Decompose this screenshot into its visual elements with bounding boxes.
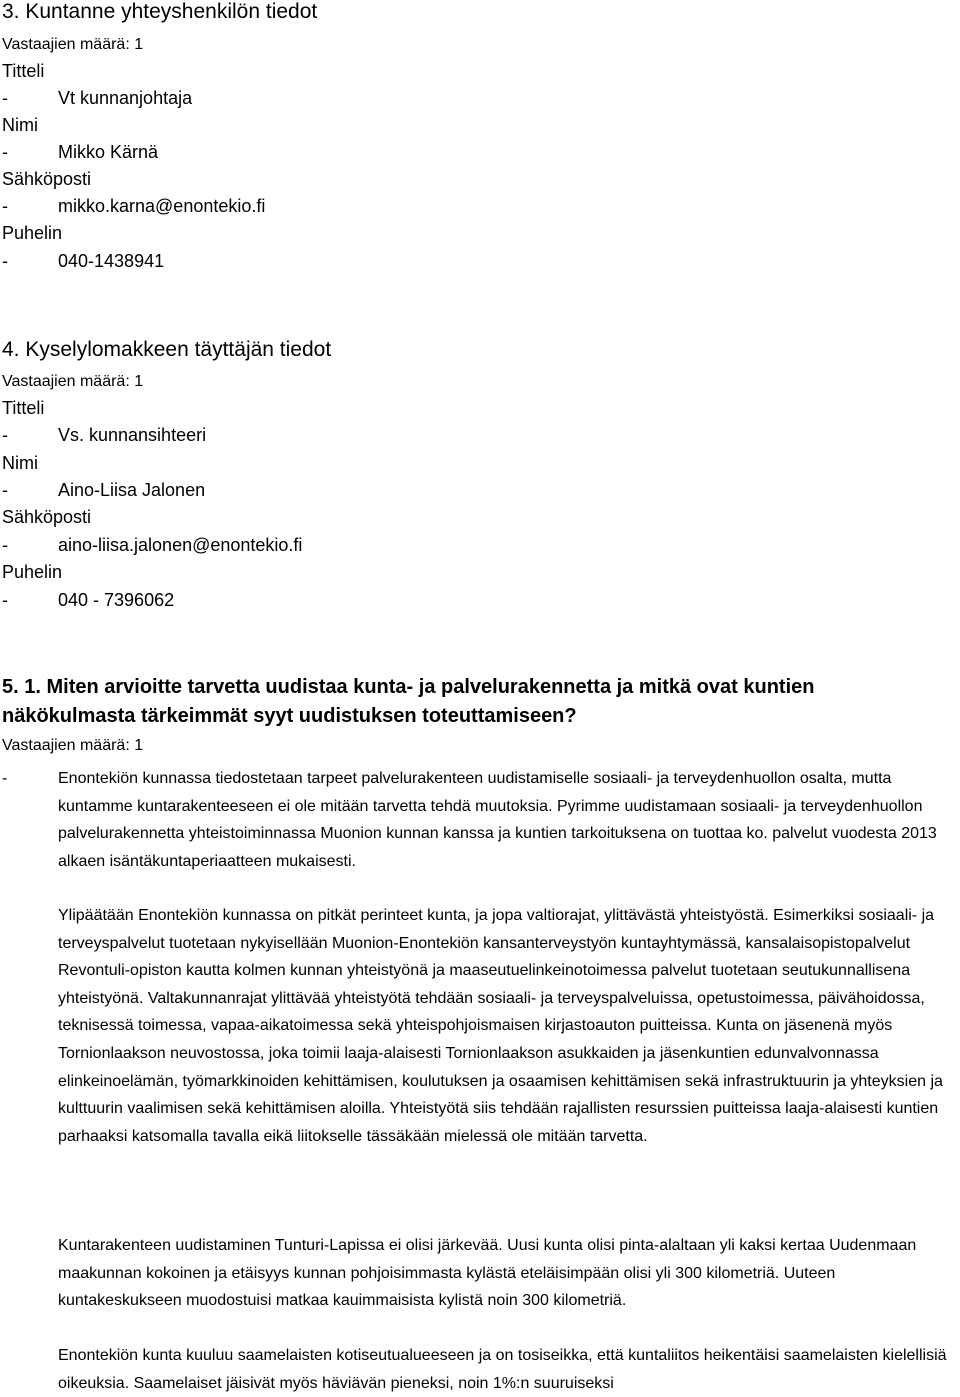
email-value: aino-liisa.jalonen@enontekio.fi [58, 535, 303, 555]
title-label: Titteli [2, 398, 45, 418]
name-value: Aino-Liisa Jalonen [58, 480, 206, 500]
bullet-dash: - [2, 425, 8, 445]
answer-paragraph-2: Ylipäätään Enontekiön kunnassa on pitkät perinteet kunta, ja jopa valtiorajat, ylittävästä yhteistyöstä. Esimerkiksi sosiaali- ja terveyspalvelut tuotetaan nykyisellään Muonion-Enontekiön kansanterveystyön kuntayhtymässä, kansalaisopistopalvelut Revontuli-opiston kautta kolmen kunnan yhteistyönä ja maaseutuelinkeinotoimessa palvelut tuotetaan seutukunnallisena yhteistyönä. Valtakunnanrajat ylittävää yhteistyötä tehdään sosiaali- ja terveyspalveluissa, opetustoimessa, päivähoidossa, teknisessä toimessa, vapaa-aikatoimessa sekä yhteispohjoismaisen kirjastoauton puitteissa. Kunta on jäsenenä myös Tornionlaakson neuvostossa, joka toimii laaja-alaisesti Tornionlaakson asukkaiden ja jäsenkuntien edunvalvonnassa elinkeinoelämän, työmarkkinoiden kehittämisen, koulutuksen ja osaamisen kehittämisen sekä infrastruktuurin ja yhteyksien ja kulttuurin vaalimisen sekä kehittämisen aloilla. Yhteistyötä siis tehdään rajallisten resurssien puitteissa laaja-alaisesti kuntien parhaaksi katsomalla tavalla eikä liitokselle tässäkään mielessä ole mitään tarvetta. [58, 907, 943, 1145]
section-3-respondents: Vastaajien määrä: 1 [2, 36, 144, 53]
phone-value: 040-1438941 [58, 251, 165, 271]
answer-dash: - [2, 770, 8, 787]
bullet-dash: - [2, 251, 8, 271]
phone-label: Puhelin [2, 223, 63, 243]
title-label: Titteli [2, 61, 45, 81]
email-value: mikko.karna@enontekio.fi [58, 196, 266, 216]
section-5-question: 5. 1. Miten arvioitte tarvetta uudistaa kunta- ja palvelurakennetta ja mitkä ovat kuntien näkökulmasta tärkeimmät syyt uudistuksen toteuttamiseen? [2, 676, 815, 727]
title-value: Vs. kunnansihteeri [58, 425, 207, 445]
bullet-dash: - [2, 535, 8, 555]
title-value: Vt kunnanjohtaja [58, 88, 193, 108]
bullet-dash: - [2, 88, 8, 108]
answer-paragraph-4: Enontekiön kunta kuuluu saamelaisten kotiseutualueeseen ja on tosiseikka, että kuntaliitos heikentäisi saamelaisten kielellisiä oikeuksia. Saamelaiset jäisivät myös häviävän pieneksi, noin 1%:n suuruiseksi [58, 1347, 947, 1392]
bullet-dash: - [2, 196, 8, 216]
section-3-title: 3. Kuntanne yhteyshenkilön tiedot [2, 0, 318, 23]
bullet-dash: - [2, 590, 8, 610]
email-label: Sähköposti [2, 169, 92, 189]
email-label: Sähköposti [2, 507, 92, 527]
section-4-title: 4. Kyselylomakkeen täyttäjän tiedot [2, 338, 332, 361]
section-4-respondents: Vastaajien määrä: 1 [2, 373, 144, 390]
phone-value: 040 - 7396062 [58, 590, 175, 610]
bullet-dash: - [2, 142, 8, 162]
bullet-dash: - [2, 480, 8, 500]
answer-paragraph-3: Kuntarakenteen uudistaminen Tunturi-Lapissa ei olisi järkevää. Uusi kunta olisi pinta-alaltaan yli kaksi kertaa Uudenmaan maakunnan kokoinen ja etäisyys kunnan pohjoisimmasta kylästä eteläisimpään olisi yli 300 kilometriä. Uuteen kuntakeskukseen muodostuisi matkaa kauimmaisista kylistä noin 300 kilometriä. [58, 1237, 917, 1310]
name-value: Mikko Kärnä [58, 142, 159, 162]
name-label: Nimi [2, 115, 38, 135]
answer-paragraph-1: Enontekiön kunnassa tiedostetaan tarpeet palvelurakenteen uudistamiselle sosiaali- ja terveydenhuollon osalta, mutta kuntamme kuntarakenteeseen ei ole mitään tarvetta tehdä muutoksia. Pyrimme uudistamaan sosiaali- ja terveydenhuollon palvelurakennetta yhteistoiminnassa Muonion kunnan kanssa ja kuntien tarkoituksena on tuottaa ko. palvelut vuodesta 2013 alkaen isäntäkuntaperiaatteen mukaisesti. [58, 770, 937, 870]
phone-label: Puhelin [2, 562, 63, 582]
name-label: Nimi [2, 453, 38, 473]
section-5-respondents: Vastaajien määrä: 1 [2, 737, 144, 754]
